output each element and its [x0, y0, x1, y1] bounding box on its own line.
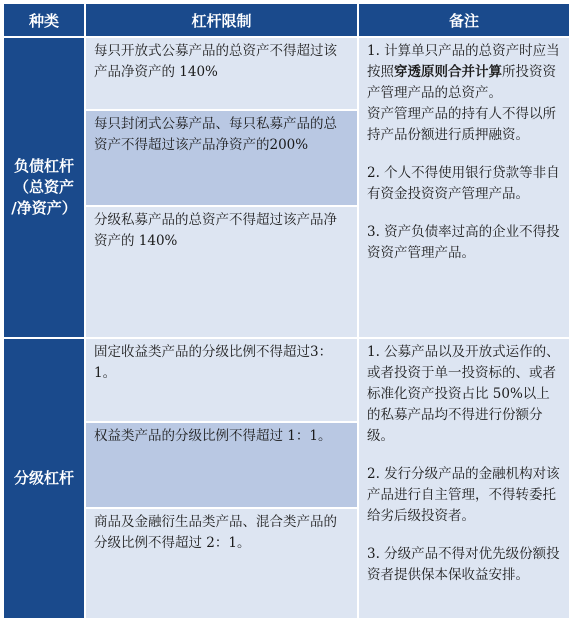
limit-text: 权益类产品的分级比例不得超过 1：1。	[94, 428, 332, 444]
category-debt-line2: （总资产	[13, 178, 74, 196]
limit-row	[85, 338, 358, 422]
note-item: 2. 发行分级产品的金融机构对该产品进行自主管理，不得转委托给劣后级投资者。	[367, 466, 560, 524]
limit-text: 分级私募产品的总资产不得超过该产品净资产的 140%	[94, 212, 337, 249]
limit-text: 每只开放式公募产品的总资产不得超过该产品净资产的 140%	[94, 43, 337, 80]
note-item: 1. 公募产品以及开放式运作的、或者投资于单一投资标的、或者标准化资产投资占比 50%以上的私募产品均不得进行份额分级。	[367, 344, 560, 444]
note-text: 所投资资产管理产品的总资产。	[367, 64, 556, 101]
limit-row	[85, 37, 358, 110]
limit-row	[85, 422, 358, 508]
header-category-label: 种类	[28, 11, 59, 30]
note-item: 3. 分级产品不得对优先级份额投资者提供保本保收益安排。	[367, 546, 560, 583]
notes-debt-leverage	[358, 37, 570, 338]
note-emphasis: 穿透原则合并计算	[394, 64, 502, 80]
category-tranche-leverage	[3, 338, 85, 619]
header-category	[3, 3, 85, 37]
header-limit-label: 杠杆限制	[191, 11, 252, 30]
limit-text: 商品及金融衍生品类产品、混合类产品的分级比例不得超过 2：1。	[94, 514, 337, 551]
category-debt-line3: /净资产）	[11, 199, 77, 217]
category-tranche-label: 分级杠杆	[13, 469, 74, 487]
note-item	[367, 41, 561, 104]
limit-text: 每只封闭式公募产品、每只私募产品的总资产不得超过该产品净资产的200%	[94, 116, 337, 153]
limit-row	[85, 110, 358, 206]
limit-text: 固定收益类产品的分级比例不得超过3：1。	[94, 344, 333, 381]
header-limit	[85, 3, 358, 37]
header-notes-label: 备注	[448, 11, 479, 30]
category-debt-line1: 负债杠杆	[13, 157, 74, 175]
header-notes	[358, 3, 570, 37]
limit-row	[85, 508, 358, 619]
limit-row	[85, 206, 358, 338]
leverage-table	[3, 3, 570, 619]
note-text: 1. 计算单只产品的总资产时应当按照	[367, 43, 560, 80]
note-item: 资产管理产品的持有人不得以所持产品份额进行质押融资。	[367, 106, 556, 143]
notes-tranche-leverage	[358, 338, 570, 619]
note-item: 2. 个人不得使用银行贷款等非自有资金投资资产管理产品。	[367, 165, 560, 202]
category-debt-leverage	[3, 37, 85, 338]
note-item: 3. 资产负债率过高的企业不得投资资产管理产品。	[367, 224, 560, 261]
